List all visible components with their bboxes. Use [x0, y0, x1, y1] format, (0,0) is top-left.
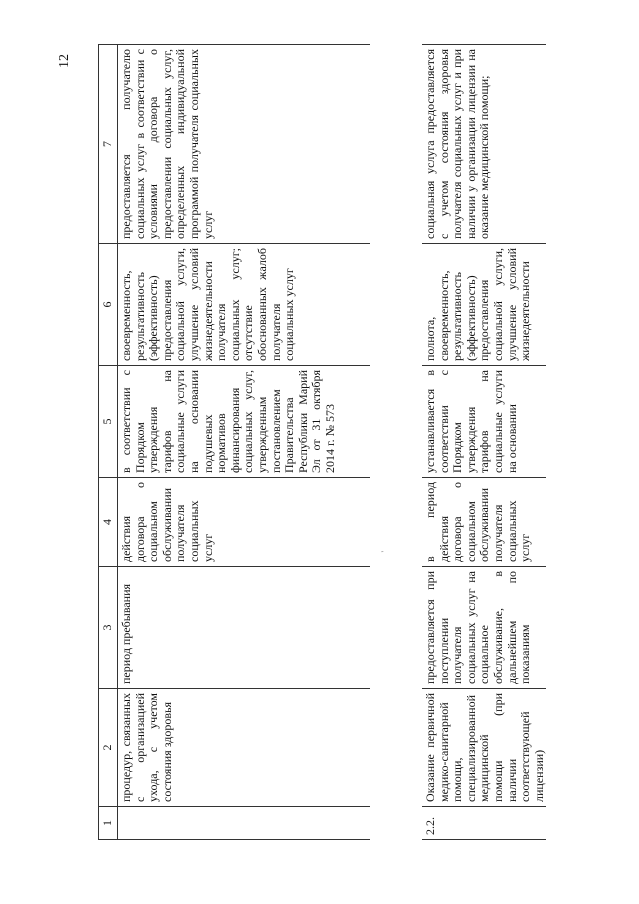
- row1-timing: период пребывания: [118, 567, 371, 689]
- header-col-5: 5: [99, 366, 118, 478]
- services-table: [98, 44, 546, 840]
- row1-number: [118, 807, 371, 840]
- row2-service-name: Оказание первичной медико-санитарной помощи, специализированной медицинской помощи (при наличии соответствующей лицензии): [422, 689, 546, 807]
- header-col-3: 3: [99, 567, 118, 689]
- header-col-1: 1: [99, 807, 118, 840]
- scan-mark: ': [380, 551, 389, 553]
- header-col-4: 4: [99, 478, 118, 567]
- row1-volume: действия договора о социальном обслуживании получателя социальных услуг: [118, 478, 371, 567]
- header-col-7: 7: [99, 45, 118, 244]
- row1-tariff: в соответствии с Порядком утверждения тарифов на социальные услуги на основании подушевых нормативов финансирования социальных услуг, утвержденным постановлением Правительства Республики Марий Эл от 31 октября 2014 г. № 573: [118, 366, 371, 478]
- row2-timing: предоставляется при поступлении получателя социальных услуг на социальное обслуживание, в дальнейшем по показаниям: [422, 567, 546, 689]
- table-row: [422, 45, 546, 840]
- table-row: [118, 45, 371, 840]
- row2-number: 2.2.: [422, 807, 546, 840]
- row2-tariff: устанавливается в соответствии с Порядком утверждения тарифов на социальные услуги на основании: [422, 366, 546, 478]
- table-header-row: [99, 45, 118, 840]
- row2-quality-indicators: полнота, своевременность, результативность (эффективность) предоставления социальной услуги, улучшение условий жизнедеятельности: [422, 244, 546, 366]
- header-col-2: 2: [99, 689, 118, 807]
- row2-volume: в период действия договора о социальном обслуживании получателя социальных услуг: [422, 478, 546, 567]
- row1-service-name: процедур, связанных с организацией ухода, с учетом состояния здоровья: [118, 689, 371, 807]
- row2-conditions: социальная услуга предоставляется с учетом состояния здоровья получателя социальных услуг и при наличии у организации лицензии на оказание медицинской помощи;: [422, 45, 546, 244]
- page-number: 12: [57, 54, 72, 68]
- row1-quality-indicators: своевременность, результативность (эффективность) предоставления социальной услуги, улучшение условий жизнедеятельности получателя социальных услуг; отсутствие обоснованных жалоб получателя социальных услуг: [118, 244, 371, 366]
- row1-conditions: предоставляется получателю социальных услуг в соответствии с условиями договора о предоставлении социальных услуг, определенных индивидуальной программой получателя социальных услуг: [118, 45, 371, 244]
- services-table-rotated: [98, 45, 568, 840]
- header-col-6: 6: [99, 244, 118, 366]
- table-gap-row: [370, 45, 422, 840]
